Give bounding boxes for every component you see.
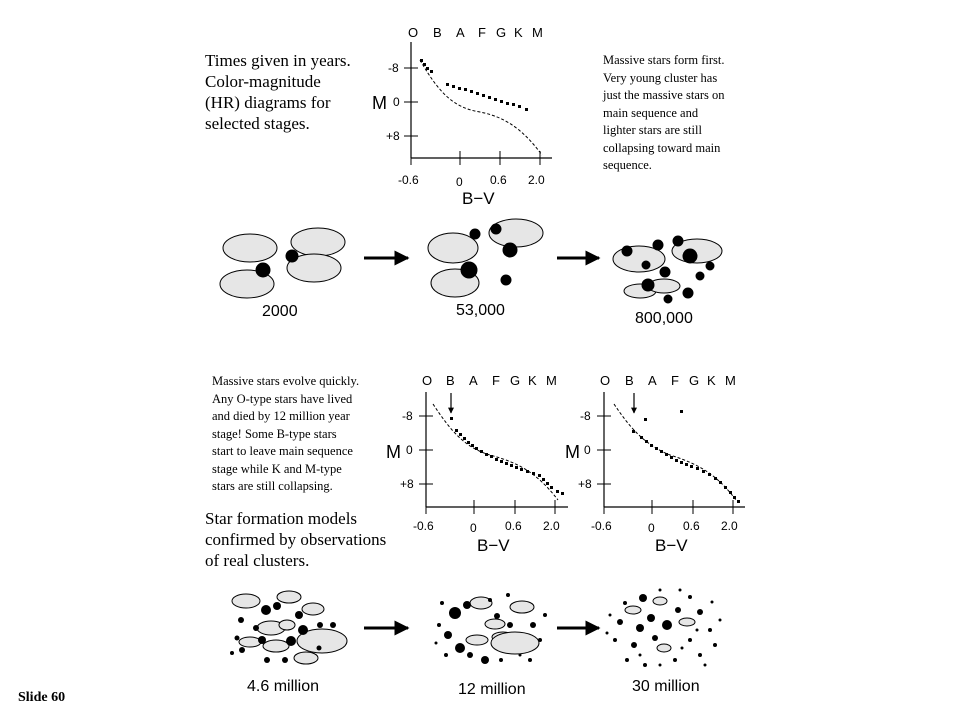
spectral-class-label: B <box>446 373 455 388</box>
y-tick-label: -8 <box>402 409 413 423</box>
x-axis-label: B−V <box>462 189 495 208</box>
x-tick-label: 2.0 <box>543 519 560 533</box>
x-tick-label: -0.6 <box>591 519 612 533</box>
x-axis-label: B−V <box>477 536 510 555</box>
main-sequence-line <box>614 404 736 500</box>
spectral-class-label: A <box>648 373 657 388</box>
x-tick-label: 0 <box>470 521 477 535</box>
spectral-class-label: F <box>478 25 486 40</box>
x-tick-label: 0.6 <box>683 519 700 533</box>
star-points <box>450 417 564 495</box>
hr-diagram-top <box>372 25 552 208</box>
stage-label-2000: 2000 <box>262 303 298 320</box>
spectral-class-label: A <box>456 25 465 40</box>
spectral-class-label: O <box>600 373 611 388</box>
hr-diagram-right <box>565 373 745 555</box>
stage-label-53000: 53,000 <box>456 302 505 319</box>
spectral-class-label: O <box>422 373 433 388</box>
stage-label-12-million: 12 million <box>458 681 526 698</box>
spectral-class-label: K <box>514 25 523 40</box>
x-tick-label: 2.0 <box>528 173 545 187</box>
x-axis-label: B−V <box>655 536 688 555</box>
y-tick-label: -8 <box>388 61 399 75</box>
star-points <box>632 410 740 503</box>
spectral-class-label: M <box>546 373 557 388</box>
spectral-class-label: K <box>528 373 537 388</box>
x-tick-label: -0.6 <box>413 519 434 533</box>
y-axis-label: M <box>565 442 580 462</box>
cluster-12-million <box>466 597 539 654</box>
cluster-4-6-million <box>232 591 347 664</box>
y-tick-label: 0 <box>393 95 400 109</box>
stage-label-30-million: 30 million <box>632 678 700 695</box>
note-models-confirmed: Star formation models confirmed by observations of real clusters. <box>205 509 387 570</box>
spectral-class-label: B <box>433 25 442 40</box>
main-sequence-line <box>420 60 542 155</box>
spectral-class-label: M <box>725 373 736 388</box>
spectral-class-label: F <box>492 373 500 388</box>
cluster-2000 <box>220 228 345 298</box>
hr-diagram-middle <box>386 373 568 555</box>
y-tick-label: -8 <box>580 409 591 423</box>
note-massive-form-first: Massive stars form first. Very young cluster has just the massive stars on main sequence and lighter stars are still collapsing toward main sequence. <box>603 53 725 172</box>
cluster-53000 <box>428 219 543 297</box>
cluster-800000 <box>613 236 722 303</box>
spectral-class-label: M <box>532 25 543 40</box>
x-tick-label: 2.0 <box>721 519 738 533</box>
y-tick-label: +8 <box>578 477 592 491</box>
y-axis-label: M <box>372 93 387 113</box>
x-tick-label: -0.6 <box>398 173 419 187</box>
note-massive-evolve: Massive stars evolve quickly. Any O-type stars have lived and died by 12 million year stage! Some B-type stars start to leave main sequence stage while K and M-type stars are still collapsing. <box>212 374 360 493</box>
stage-label-800000: 800,000 <box>635 310 693 327</box>
stage-label-4-6-million: 4.6 million <box>247 678 320 695</box>
x-tick-label: 0.6 <box>505 519 522 533</box>
spectral-class-label: F <box>671 373 679 388</box>
x-tick-label: 0 <box>648 521 655 535</box>
spectral-class-label: G <box>510 373 521 388</box>
spectral-class-label: G <box>689 373 700 388</box>
spectral-class-label: G <box>496 25 507 40</box>
y-tick-label: +8 <box>400 477 414 491</box>
y-tick-label: 0 <box>584 443 591 457</box>
y-axis-label: M <box>386 442 401 462</box>
note-times-given: Times given in years. Color-magnitude (HR) diagrams for selected stages. <box>205 51 351 133</box>
spectral-class-label: A <box>469 373 478 388</box>
y-tick-label: 0 <box>406 443 413 457</box>
slide-number: Slide 60 <box>18 690 66 705</box>
y-tick-label: +8 <box>386 129 400 143</box>
spectral-class-label: B <box>625 373 634 388</box>
spectral-class-label: K <box>707 373 716 388</box>
x-tick-label: 0 <box>456 175 463 189</box>
star-points <box>420 59 528 111</box>
spectral-class-label: O <box>408 25 419 40</box>
x-tick-label: 0.6 <box>490 173 507 187</box>
